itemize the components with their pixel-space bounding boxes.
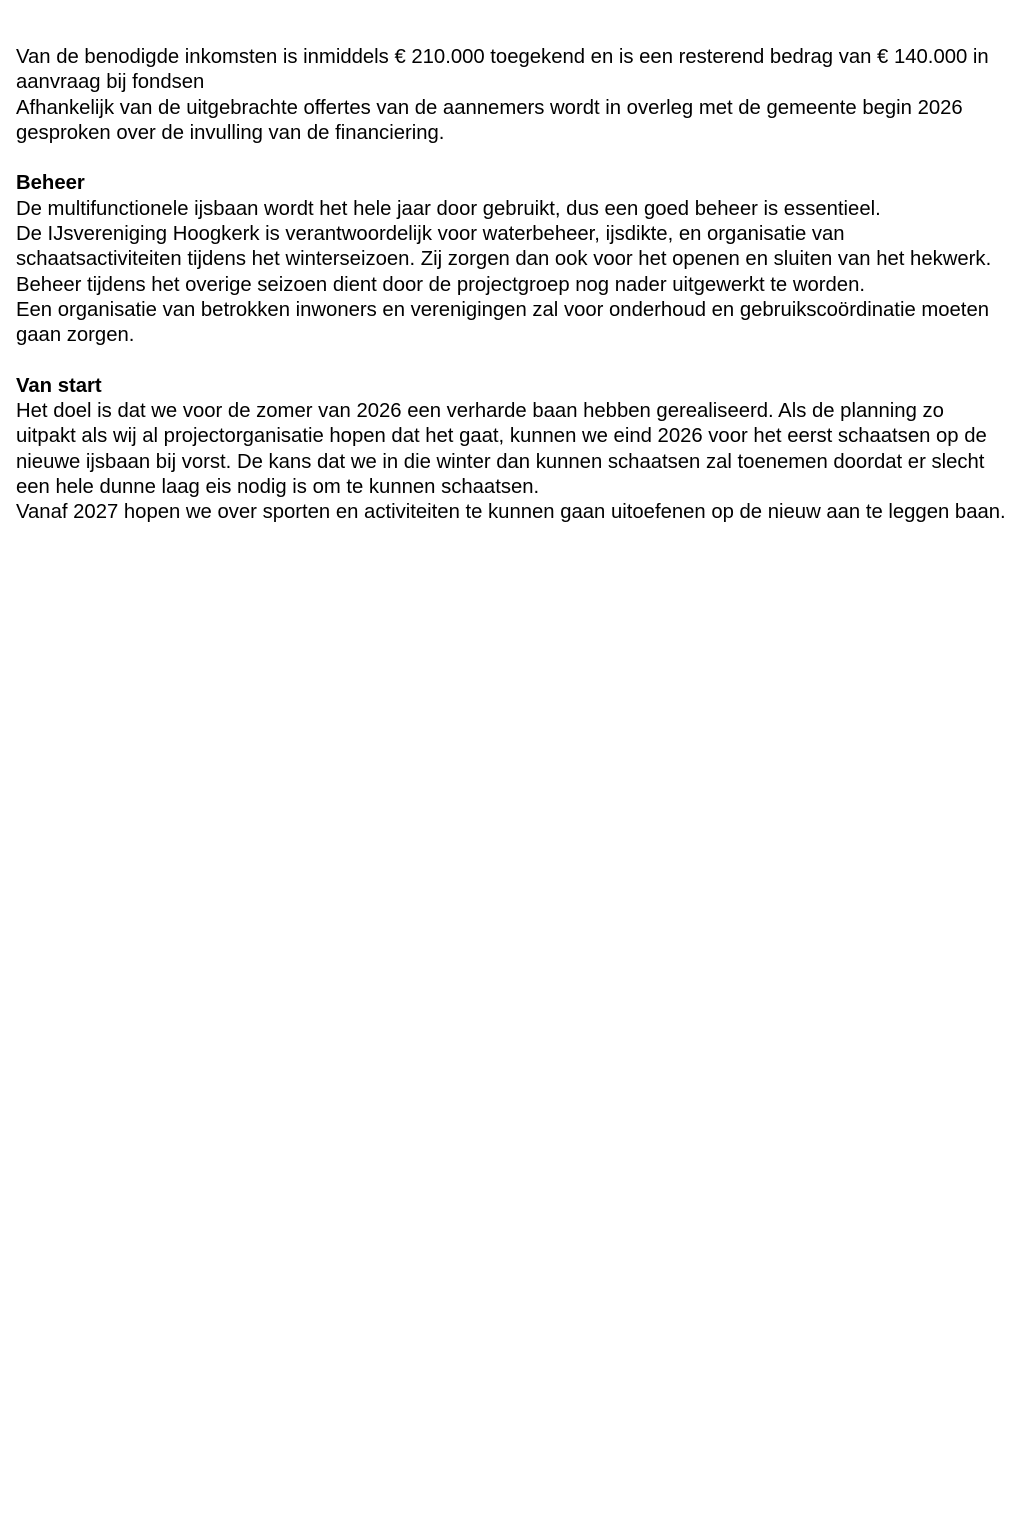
beheer-heading: Beheer — [16, 172, 85, 195]
spacer — [16, 349, 1006, 374]
financing-followup-paragraph: Afhankelijk van de uitgebrachte offertes van de aannemers wordt in overleg met de gemeente begin 2026 gesproken over de invulling van de financiering. — [16, 96, 963, 144]
van-start-paragraph: Vanaf 2027 hopen we over sporten en activiteiten te kunnen gaan uitoefenen op de nieuw aan te leggen baan. — [16, 501, 1006, 524]
van-start-heading: Van start — [16, 374, 102, 397]
beheer-paragraph: Beheer tijdens het overige seizoen dient door de projectgroep nog nader uitgewerkt te worden. — [16, 273, 865, 296]
spacer — [16, 146, 1006, 171]
beheer-paragraph: Een organisatie van betrokken inwoners en verenigingen zal voor onderhoud en gebruikscoördinatie moeten gaan zorgen. — [16, 298, 990, 347]
beheer-paragraph: De IJsvereniging Hoogkerk is verantwoordelijk voor waterbeheer, ijsdikte, en organisatie van schaatsactiviteiten tijdens het winterseizoen. Zij zorgen dan ook voor het openen en sluiten van het hekwerk. — [16, 223, 992, 271]
beheer-paragraph: De multifunctionele ijsbaan wordt het hele jaar door gebruikt, dus een goed beheer is essentieel. — [16, 197, 881, 220]
document-page — [16, 45, 1006, 526]
financing-paragraph: Van de benodigde inkomsten is inmiddels € 210.000 toegekend en is een resterend bedrag van € 140.000 in aanvraag bij fondsen — [16, 46, 989, 94]
van-start-paragraph: Het doel is dat we voor de zomer van 2026 een verharde baan hebben gerealiseerd. Als de planning zo uitpakt als wij al projectorganisatie hopen dat het gaat, kunnen we eind 2026 voor het eerst schaatsen op de nieuwe ijsbaan bij vorst. De kans dat we in die winter dan kunnen schaatsen zal toenemen doordat er slecht een hele dunne laag eis nodig is om te kunnen schaatsen. — [16, 400, 987, 499]
